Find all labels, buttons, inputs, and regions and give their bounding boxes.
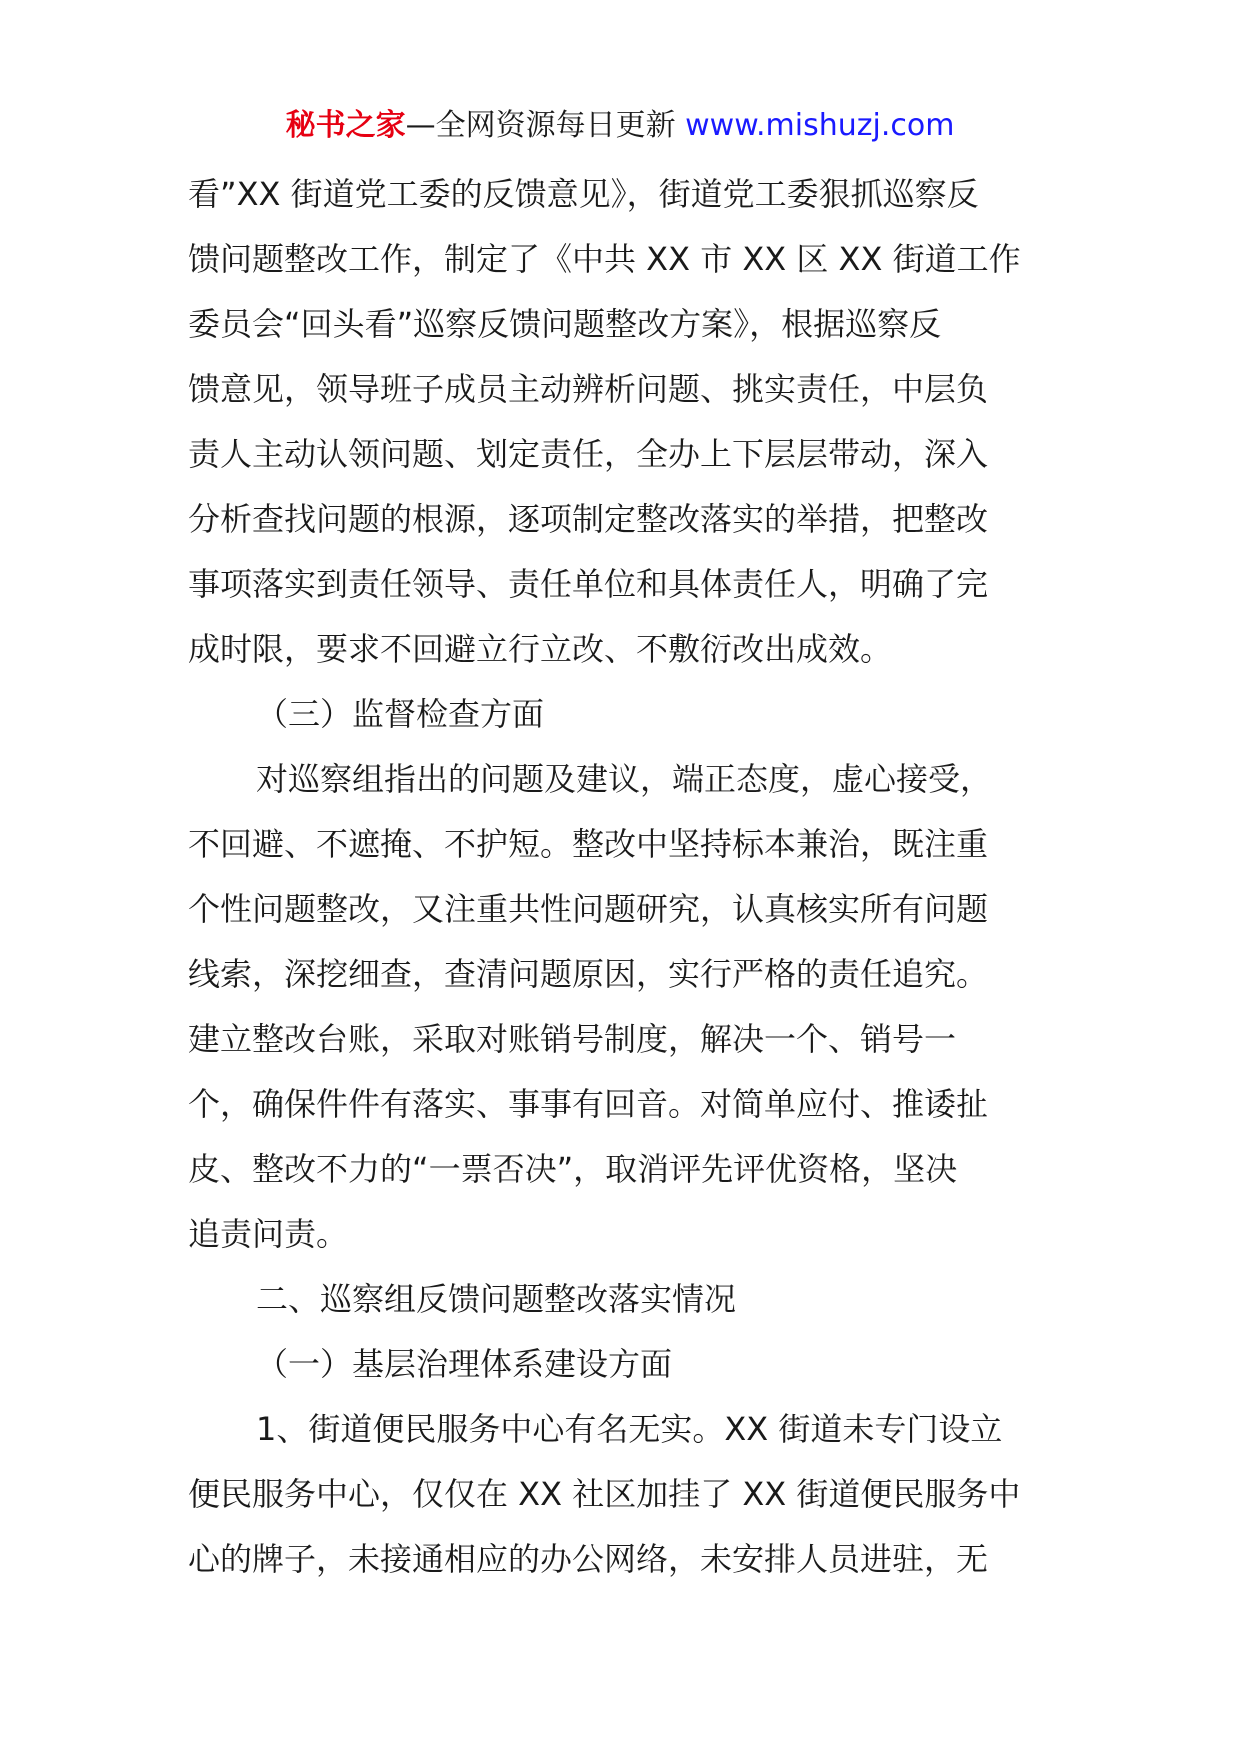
- section-heading-rectification: 二、巡察组反馈问题整改落实情况: [256, 1280, 737, 1318]
- body-text-line: 分析查找问题的根源，逐项制定整改落实的举措，把整改: [188, 500, 989, 538]
- site-brand: 秘书之家: [285, 108, 406, 143]
- document-body: [188, 162, 1058, 1592]
- site-header: [0, 104, 1240, 148]
- body-text-line: 追责问责。: [188, 1215, 349, 1253]
- site-tagline: —全网资源每日更新: [405, 108, 686, 143]
- body-text-line: 线索，深挖细查，查清问题原因，实行严格的责任追究。: [188, 955, 989, 993]
- body-text-line: 馈意见，领导班子成员主动辨析问题、挑实责任，中层负: [188, 370, 989, 408]
- section-heading-supervision: （三）监督检查方面: [256, 695, 545, 733]
- body-text-line: 皮、整改不力的“一票否决”，取消评先评优资格，坚决: [188, 1150, 958, 1188]
- body-text-line: 看”XX 街道党工委的反馈意见》，街道党工委狠抓巡察反: [188, 175, 979, 213]
- body-text-line: 委员会“回头看”巡察反馈问题整改方案》，根据巡察反: [188, 305, 942, 343]
- paragraph-first-line: 对巡察组指出的问题及建议，端正态度，虚心接受，: [256, 760, 993, 798]
- body-text-line: 个，确保件件有落实、事事有回音。对简单应付、推诿扯: [188, 1085, 989, 1123]
- body-text-line: 个性问题整改，又注重共性问题研究，认真核实所有问题: [188, 890, 989, 928]
- paragraph-first-line: 1、街道便民服务中心有名无实。XX 街道未专门设立: [256, 1410, 1003, 1448]
- site-url: www.mishuzj.com: [685, 108, 955, 143]
- body-text-line: 馈问题整改工作，制定了《中共 XX 市 XX 区 XX 街道工作: [188, 240, 1021, 278]
- body-text-line: 建立整改台账，采取对账销号制度，解决一个、销号一: [188, 1020, 957, 1058]
- body-text-line: 成时限，要求不回避立行立改、不敷衍改出成效。: [188, 630, 893, 668]
- body-text-line: 责人主动认领问题、划定责任，全办上下层层带动，深入: [188, 435, 989, 473]
- body-text-line: 事项落实到责任领导、责任单位和具体责任人，明确了完: [188, 565, 989, 603]
- body-text-line: 不回避、不遮掩、不护短。整改中坚持标本兼治，既注重: [188, 825, 989, 863]
- body-text-line: 心的牌子，未接通相应的办公网络，未安排人员进驻，无: [188, 1540, 989, 1578]
- subsection-heading-governance: （一）基层治理体系建设方面: [256, 1345, 673, 1383]
- body-text-line: 便民服务中心，仅仅在 XX 社区加挂了 XX 街道便民服务中: [188, 1475, 1021, 1513]
